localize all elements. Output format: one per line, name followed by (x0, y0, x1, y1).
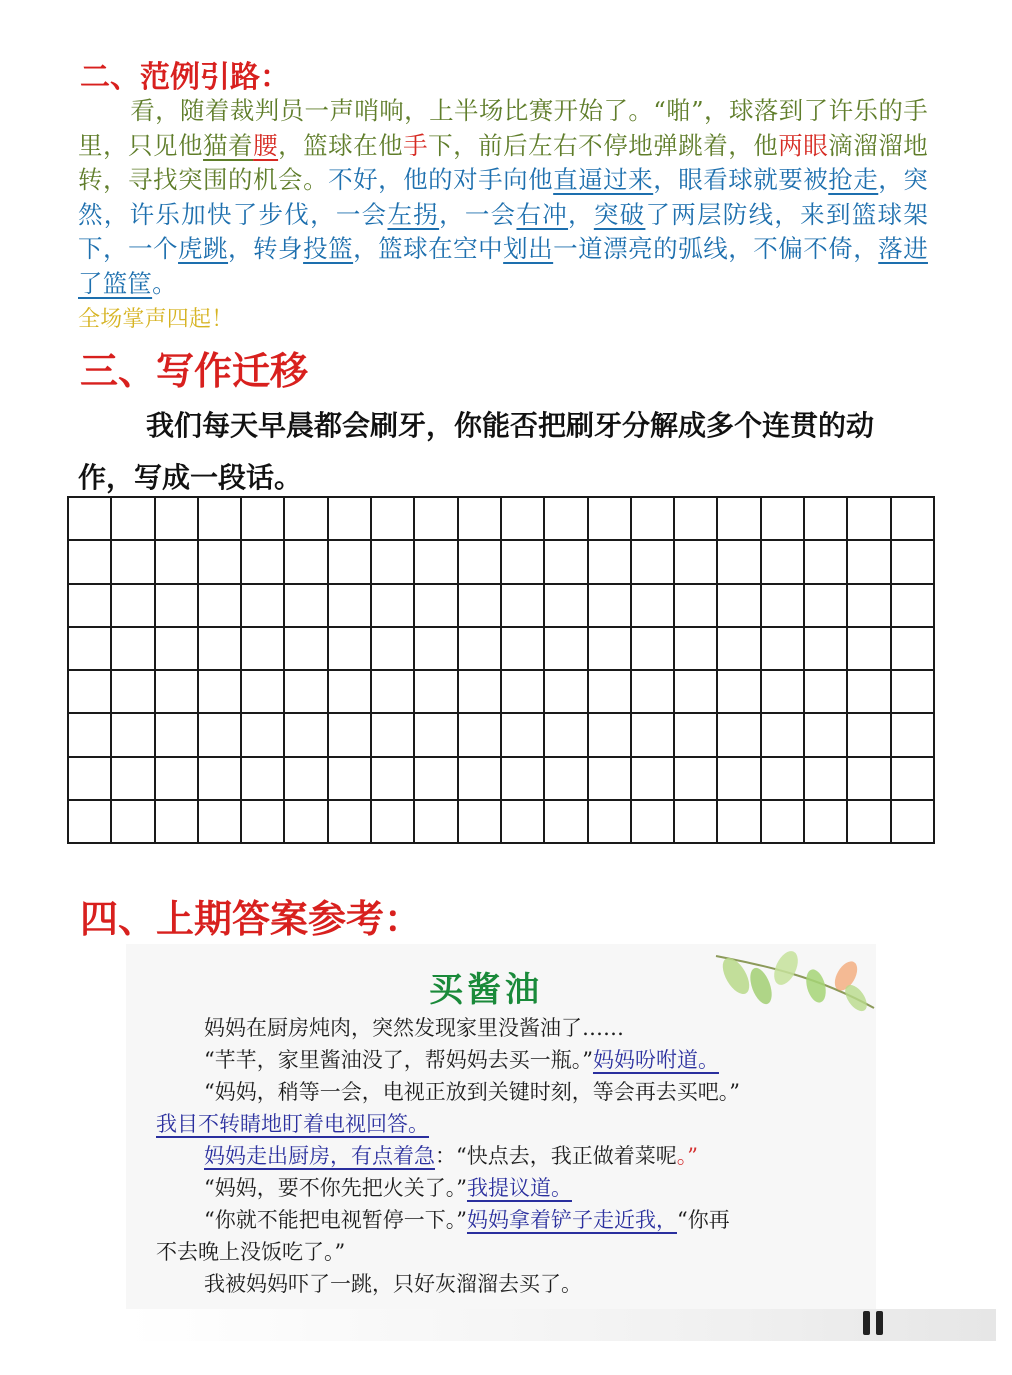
passage-text-blue: ，一会 (439, 199, 517, 229)
grid-cell[interactable] (112, 541, 155, 584)
grid-cell[interactable] (372, 541, 415, 584)
answer-line: “妈妈，稍等一会，电视正放到关键时刻，等会再去买吧。” (204, 1080, 740, 1104)
grid-cell[interactable] (285, 801, 328, 844)
grid-cell[interactable] (156, 758, 199, 801)
grid-cell[interactable] (156, 801, 199, 844)
answer-underlined: 妈妈拿着铲子走近我， (466, 1208, 677, 1232)
answer-line: ：“快点去，我正做着菜呢 (435, 1144, 677, 1168)
grid-cell[interactable] (112, 714, 155, 757)
grid-cell[interactable] (589, 585, 632, 628)
answer-line: “你就不能把电视暂停一下。” (204, 1208, 467, 1232)
grid-cell[interactable] (502, 498, 545, 541)
section-heading-writing: 三、写作迁移 (80, 349, 309, 393)
grid-cell[interactable] (632, 758, 675, 801)
grid-cell[interactable] (545, 628, 588, 671)
grid-cell[interactable] (805, 671, 848, 714)
grid-cell[interactable] (285, 671, 328, 714)
grid-cell[interactable] (589, 498, 632, 541)
grid-cell[interactable] (892, 671, 935, 714)
grid-cell[interactable] (848, 801, 891, 844)
passage-underlined: 直逼过来 (553, 165, 654, 194)
passage-text: ，篮球在他 (278, 130, 404, 160)
example-passage (78, 94, 928, 338)
grid-cell[interactable] (329, 801, 372, 844)
grid-cell[interactable] (285, 498, 328, 541)
pause-icon[interactable] (860, 1308, 886, 1338)
grid-cell[interactable] (372, 671, 415, 714)
grid-cell[interactable] (156, 585, 199, 628)
grid-cell[interactable] (675, 628, 718, 671)
passage-text-blue: ，篮球在空中 (353, 234, 504, 263)
grid-cell[interactable] (805, 541, 848, 584)
grid-cell[interactable] (415, 801, 458, 844)
answer-line: “妈妈，要不你先把火关了。” (204, 1176, 467, 1200)
grid-cell[interactable] (805, 585, 848, 628)
passage-underlined: 突破 (593, 199, 646, 229)
grid-cell[interactable] (285, 541, 328, 584)
grid-cell[interactable] (242, 628, 285, 671)
grid-cell[interactable] (459, 758, 502, 801)
answer-line: 不去晚上没饭吃了。” (156, 1240, 346, 1264)
writing-prompt (78, 400, 918, 504)
grid-cell[interactable] (892, 758, 935, 801)
passage-highlight: 手 (403, 130, 429, 160)
grid-cell[interactable] (199, 541, 242, 584)
grid-cell[interactable] (415, 585, 458, 628)
grid-cell[interactable] (545, 541, 588, 584)
grid-cell[interactable] (762, 758, 805, 801)
passage-underlined: 左拐 (387, 199, 440, 229)
passage-underlined: 划出 (503, 234, 554, 263)
grid-cell[interactable] (892, 628, 935, 671)
passage-text-blue: 。 (152, 268, 177, 298)
grid-cell[interactable] (242, 801, 285, 844)
grid-cell[interactable] (459, 671, 502, 714)
grid-cell[interactable] (632, 671, 675, 714)
grid-cell[interactable] (199, 671, 242, 714)
grid-cell[interactable] (632, 585, 675, 628)
grid-cell[interactable] (459, 498, 502, 541)
grid-cell[interactable] (329, 541, 372, 584)
grid-cell[interactable] (675, 714, 718, 757)
grid-cell[interactable] (848, 541, 891, 584)
passage-text: 下，前后左右不停地弹跳着，他 (428, 130, 779, 160)
grid-cell[interactable] (459, 541, 502, 584)
passage-underlined: 落进了篮筐 (78, 234, 928, 298)
grid-cell[interactable] (892, 498, 935, 541)
passage-text-blue: 不好，他的对手向他 (328, 165, 554, 194)
answer-underlined: 妈妈走出厨房，有点着急 (204, 1144, 435, 1168)
grid-cell[interactable] (156, 671, 199, 714)
grid-cell[interactable] (805, 714, 848, 757)
grid-cell[interactable] (545, 498, 588, 541)
grid-cell[interactable] (69, 541, 112, 584)
grid-cell[interactable] (718, 801, 761, 844)
grid-cell[interactable] (372, 628, 415, 671)
grid-cell[interactable] (848, 628, 891, 671)
grid-cell[interactable] (502, 714, 545, 757)
grid-cell[interactable] (675, 585, 718, 628)
grid-cell[interactable] (762, 541, 805, 584)
grid-cell[interactable] (892, 585, 935, 628)
grid-cell[interactable] (242, 758, 285, 801)
grid-cell[interactable] (199, 758, 242, 801)
grid-cell[interactable] (545, 671, 588, 714)
grid-cell[interactable] (199, 498, 242, 541)
grid-cell[interactable] (675, 671, 718, 714)
passage-text-blue: 一道漂亮的弧线，不偏不倚， (553, 234, 879, 263)
grid-cell[interactable] (718, 714, 761, 757)
grid-cell[interactable] (805, 628, 848, 671)
grid-cell[interactable] (502, 585, 545, 628)
passage-text: 滴溜溜地转，寻找突围的机会。 (78, 130, 928, 194)
grid-cell[interactable] (329, 628, 372, 671)
grid-cell[interactable] (242, 671, 285, 714)
grid-cell[interactable] (762, 585, 805, 628)
passage-highlight: 腰 (253, 130, 279, 160)
grid-cell[interactable] (242, 585, 285, 628)
grid-cell[interactable] (199, 628, 242, 671)
grid-cell[interactable] (848, 498, 891, 541)
grid-cell[interactable] (329, 498, 372, 541)
grid-cell[interactable] (415, 628, 458, 671)
passage-text-blue: ， (568, 199, 594, 229)
grid-cell[interactable] (459, 714, 502, 757)
writing-prompt-text: 我们每天早晨都会刷牙，你能否把刷牙分解成多个连贯的动作，写成一段话。 (78, 409, 875, 494)
grid-cell[interactable] (372, 801, 415, 844)
answer-line: “你再 (676, 1208, 730, 1232)
passage-underlined: 右冲 (516, 199, 569, 229)
passage-ending: 全场掌声四起！ (78, 307, 234, 332)
passage-underlined: 抢走 (828, 165, 879, 194)
grid-cell[interactable] (545, 801, 588, 844)
grid-cell[interactable] (848, 714, 891, 757)
grid-cell[interactable] (502, 801, 545, 844)
grid-cell[interactable] (892, 801, 935, 844)
grid-cell[interactable] (242, 714, 285, 757)
grid-cell[interactable] (285, 714, 328, 757)
grid-cell[interactable] (675, 758, 718, 801)
grid-cell[interactable] (762, 628, 805, 671)
grid-cell[interactable] (892, 541, 935, 584)
grid-cell[interactable] (718, 498, 761, 541)
passage-text-blue: ，突然，许乐加快了步伐，一会 (78, 165, 928, 229)
passage-text-blue: ，转身 (228, 234, 304, 263)
grid-cell[interactable] (112, 498, 155, 541)
grid-cell[interactable] (805, 758, 848, 801)
grid-cell[interactable] (805, 801, 848, 844)
grid-cell[interactable] (69, 758, 112, 801)
grid-cell[interactable] (589, 758, 632, 801)
grid-cell[interactable] (372, 498, 415, 541)
grid-cell[interactable] (718, 628, 761, 671)
grid-cell[interactable] (69, 801, 112, 844)
answer-card (126, 944, 876, 1309)
grid-cell[interactable] (545, 585, 588, 628)
passage-underlined: 虎跳 (178, 234, 229, 263)
grid-cell[interactable] (589, 628, 632, 671)
passage-text-blue: ，眼看球就要被 (653, 165, 829, 194)
answer-red-mark: 。” (676, 1144, 698, 1168)
grid-cell[interactable] (285, 758, 328, 801)
grid-cell[interactable] (112, 801, 155, 844)
grid-cell[interactable] (805, 498, 848, 541)
grid-cell[interactable] (372, 585, 415, 628)
grid-cell[interactable] (762, 801, 805, 844)
grid-cell[interactable] (545, 758, 588, 801)
grid-cell[interactable] (502, 758, 545, 801)
grid-cell[interactable] (892, 714, 935, 757)
grid-cell[interactable] (589, 801, 632, 844)
grid-cell[interactable] (415, 758, 458, 801)
grid-cell[interactable] (848, 585, 891, 628)
grid-cell[interactable] (69, 671, 112, 714)
answer-text (156, 1012, 846, 1300)
grid-cell[interactable] (199, 585, 242, 628)
grid-cell[interactable] (718, 541, 761, 584)
grid-cell[interactable] (632, 801, 675, 844)
grid-cell[interactable] (199, 714, 242, 757)
grid-cell[interactable] (632, 541, 675, 584)
grid-cell[interactable] (459, 585, 502, 628)
grid-cell[interactable] (372, 714, 415, 757)
answer-title: 买酱油 (429, 970, 543, 1010)
grid-cell[interactable] (675, 801, 718, 844)
grid-cell[interactable] (459, 628, 502, 671)
grid-cell[interactable] (718, 758, 761, 801)
grid-cell[interactable] (69, 498, 112, 541)
passage-text: 看，随着裁判员一声哨响，上半场比赛开始了。“啪”，球落到了许乐的手里，只见他 (78, 96, 928, 160)
grid-cell[interactable] (156, 498, 199, 541)
grid-cell[interactable] (502, 671, 545, 714)
grid-cell[interactable] (329, 585, 372, 628)
grid-cell[interactable] (242, 498, 285, 541)
writing-grid[interactable] (67, 496, 935, 844)
grid-cell[interactable] (762, 671, 805, 714)
answer-line: 妈妈在厨房炖肉，突然发现家里没酱油了…… (204, 1016, 624, 1040)
grid-cell[interactable] (718, 585, 761, 628)
grid-cell[interactable] (718, 671, 761, 714)
grid-cell[interactable] (632, 628, 675, 671)
grid-cell[interactable] (285, 585, 328, 628)
answer-underlined: 我目不转睛地盯着电视回答。 (156, 1112, 429, 1136)
grid-cell[interactable] (848, 671, 891, 714)
grid-cell[interactable] (199, 801, 242, 844)
grid-cell[interactable] (69, 714, 112, 757)
passage-text-blue: 了两层防线，来到篮球架下，一个 (78, 199, 929, 263)
answer-underlined: 妈妈吩咐道。 (592, 1048, 719, 1072)
passage-highlight: 两眼 (778, 130, 829, 160)
grid-cell[interactable] (285, 628, 328, 671)
answer-underlined: 我提议道。 (466, 1176, 572, 1200)
grid-cell[interactable] (69, 585, 112, 628)
section-heading-examples: 二、范例引路： (80, 60, 290, 95)
grid-cell[interactable] (329, 758, 372, 801)
grid-cell[interactable] (329, 714, 372, 757)
grid-cell[interactable] (112, 628, 155, 671)
grid-cell[interactable] (589, 541, 632, 584)
grid-cell[interactable] (156, 541, 199, 584)
grid-cell[interactable] (156, 714, 199, 757)
grid-cell[interactable] (156, 628, 199, 671)
answer-line: 我被妈妈吓了一跳，只好灰溜溜去买了。 (204, 1272, 582, 1296)
grid-cell[interactable] (545, 714, 588, 757)
grid-cell[interactable] (415, 541, 458, 584)
grid-cell[interactable] (589, 671, 632, 714)
grid-cell[interactable] (848, 758, 891, 801)
grid-cell[interactable] (762, 714, 805, 757)
grid-cell[interactable] (762, 498, 805, 541)
passage-underlined: 猫着 (203, 130, 254, 160)
grid-cell[interactable] (415, 671, 458, 714)
grid-cell[interactable] (632, 498, 675, 541)
grid-cell[interactable] (675, 541, 718, 584)
grid-cell[interactable] (415, 714, 458, 757)
grid-cell[interactable] (415, 498, 458, 541)
grid-cell[interactable] (112, 758, 155, 801)
grid-cell[interactable] (459, 801, 502, 844)
grid-cell[interactable] (112, 671, 155, 714)
grid-cell[interactable] (372, 758, 415, 801)
grid-cell[interactable] (502, 541, 545, 584)
grid-cell[interactable] (329, 671, 372, 714)
grid-cell[interactable] (69, 628, 112, 671)
passage-underlined: 投篮 (303, 234, 354, 263)
grid-cell[interactable] (502, 628, 545, 671)
grid-cell[interactable] (632, 714, 675, 757)
grid-cell[interactable] (112, 585, 155, 628)
answer-line: “芊芊，家里酱油没了，帮妈妈去买一瓶。” (204, 1048, 593, 1072)
section-heading-answers: 四、上期答案参考： (80, 897, 423, 941)
grid-cell[interactable] (675, 498, 718, 541)
grid-cell[interactable] (589, 714, 632, 757)
grid-cell[interactable] (242, 541, 285, 584)
